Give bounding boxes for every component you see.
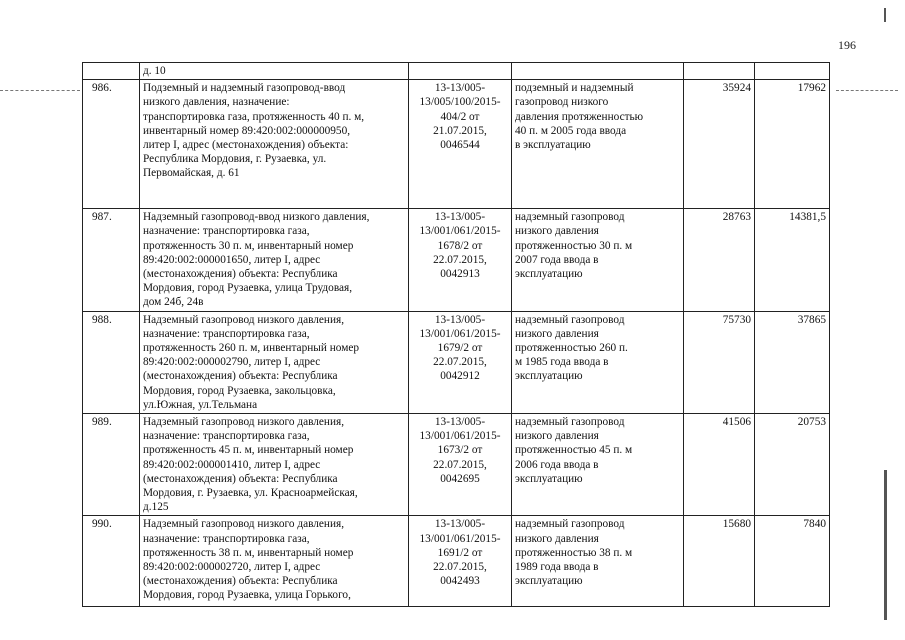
table-row: [83, 311, 830, 413]
cell-object: Надземный газопровод низкого давления, назначение: транспортировка газа, протяженность 45 п. м, инвентарный номер 89:420:002:000001410, литер I, адрес (местонахождения) объекта: Республика Мордовия, г. Рузаевка, ул. Красноармейская, д.125: [140, 414, 409, 516]
cell-value-2: 17962: [755, 80, 830, 209]
cell-value-2: 20753: [755, 414, 830, 516]
table-row: [83, 516, 830, 607]
cell-object: Надземный газопровод низкого давления, назначение: транспортировка газа, протяженность 38 п. м, инвентарный номер 89:420:002:000002720, литер I, адрес (местонахождения) объекта: Республика Мордовия, город Рузаевка, улица Горького,: [140, 516, 409, 607]
cell-value-1: 15680: [684, 516, 755, 607]
cell-registration: 13-13/005- 13/005/100/2015- 404/2 от 21.07.2015, 0046544: [409, 80, 512, 209]
cell-value-2: 37865: [755, 311, 830, 413]
cell-object: Надземный газопровод-ввод низкого давления, назначение: транспортировка газа, протяженность 30 п. м, инвентарный номер 89:420:002:000001650, литер I, адрес (местонахождения) объекта: Республика Мордовия, город Рузаевка, улица Трудовая, дом 24б, 24в: [140, 209, 409, 311]
cell-registration: 13-13/005- 13/001/061/2015- 1691/2 от 22.07.2015, 0042493: [409, 516, 512, 607]
scan-dash-left: [0, 90, 80, 91]
cell-description: надземный газопровод низкого давления протяженностью 260 п. м 1985 года ввода в эксплуатацию: [512, 311, 684, 413]
cell-num: 989.: [83, 414, 140, 516]
cell-description: подземный и надземный газопровод низкого давления протяженностью 40 п. м 2005 года ввода в эксплуатацию: [512, 80, 684, 209]
cell-num: [83, 63, 140, 80]
cell-object: Надземный газопровод низкого давления, назначение: транспортировка газа, протяженность 260 п. м, инвентарный номер 89:420:002:000002790, литер I, адрес (местонахождения) объекта: Республика Мордовия, город Рузаевка, закольцовка, ул.Южная, ул.Тельмана: [140, 311, 409, 413]
cell-description: надземный газопровод низкого давления протяженностью 30 п. м 2007 года ввода в эксплуатацию: [512, 209, 684, 311]
table-row: [83, 414, 830, 516]
cell-value-1: [684, 63, 755, 80]
cell-num: 987.: [83, 209, 140, 311]
cell-description: надземный газопровод низкого давления протяженностью 45 п. м 2006 года ввода в эксплуатацию: [512, 414, 684, 516]
cell-value-1: 41506: [684, 414, 755, 516]
cell-value-1: 28763: [684, 209, 755, 311]
cell-num: 986.: [83, 80, 140, 209]
cell-num: 990.: [83, 516, 140, 607]
scan-dash-right: [836, 90, 898, 91]
cell-num: 988.: [83, 311, 140, 413]
cell-object: д. 10: [140, 63, 409, 80]
scan-edge-mark: [884, 470, 887, 620]
cell-registration: 13-13/005- 13/001/061/2015- 1678/2 от 22.07.2015, 0042913: [409, 209, 512, 311]
table-row-continuation: [83, 63, 830, 80]
cell-description: [512, 63, 684, 80]
cell-value-2: [755, 63, 830, 80]
cell-value-1: 35924: [684, 80, 755, 209]
cell-registration: [409, 63, 512, 80]
cell-registration: 13-13/005- 13/001/061/2015- 1673/2 от 22.07.2015, 0042695: [409, 414, 512, 516]
table-row: [83, 209, 830, 311]
cell-description: надземный газопровод низкого давления протяженностью 38 п. м 1989 года ввода в эксплуатацию: [512, 516, 684, 607]
cell-value-2: 14381,5: [755, 209, 830, 311]
cell-value-2: 7840: [755, 516, 830, 607]
cell-registration: 13-13/005- 13/001/061/2015- 1679/2 от 22.07.2015, 0042912: [409, 311, 512, 413]
scan-edge-mark-top: [884, 8, 886, 22]
property-table: [82, 62, 830, 607]
table-row: [83, 80, 830, 209]
cell-object: Подземный и надземный газопровод-ввод низкого давления, назначение: транспортировка газа, протяженность 40 п. м, инвентарный номер 89:420:002:000000950, литер I, адрес (местонахождения) объекта: Республика Мордовия, г. Рузаевка, ул. Первомайская, д. 61: [140, 80, 409, 209]
cell-value-1: 75730: [684, 311, 755, 413]
page-number: 196: [838, 38, 856, 52]
